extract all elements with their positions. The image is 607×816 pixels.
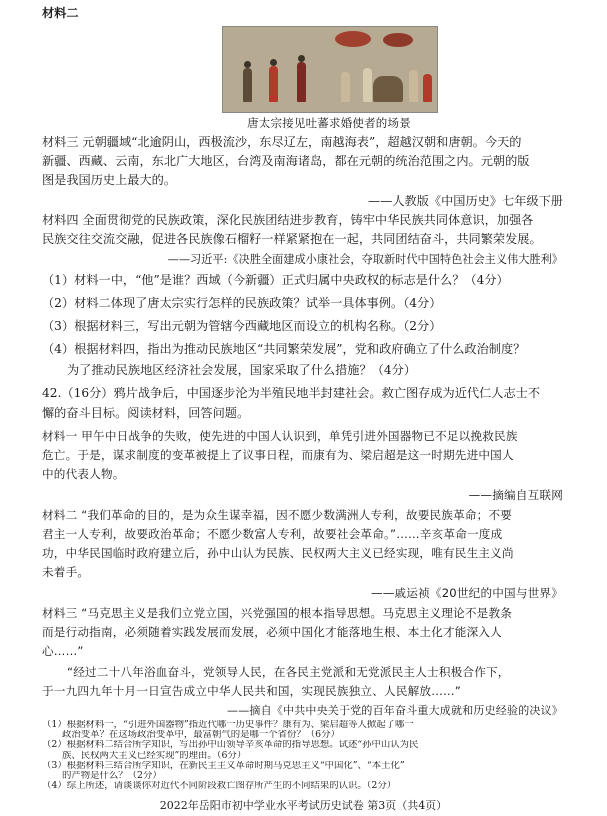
q42-m2-line: 材料二 “我们革命的目的，是为众生谋幸福，因不愿少数满洲人专利，故要民族革命；不要 — [42, 508, 513, 522]
q41-question: （4）根据材料四，指出为推动民族地区“共同繁荣发展”，党和政府确立了什么政治制度？ — [42, 342, 526, 356]
q42-question: 的产物是什么？（2分） — [62, 771, 162, 781]
painting-figure — [363, 68, 372, 102]
painting-canopy — [335, 31, 371, 47]
m4-line: 民族交往交流交融，促进各民族像石榴籽一样紧紧抱在一起，共同团结奋斗，共同繁荣发展。 — [42, 232, 542, 246]
painting-caption: 唐太宗接见吐蕃求婚使者的场景 — [247, 116, 411, 130]
painting-figure-head — [244, 61, 251, 68]
q42-question: 政治变革？在这场政治变革中，最富朝气的是哪一个省份？（6分） — [62, 730, 340, 741]
q42-question: （3）根据材料三结合所学知识，在新民主主义革命时期马克思主义“中国化”、“本土化” — [42, 760, 405, 771]
q42-m2-source: ——戚运祯《20世纪的中国与世界》 — [370, 586, 563, 600]
painting-figure — [297, 62, 306, 102]
m3-line: 新疆、西藏、云南，东北广大地区，台湾及南海诸岛，都在元朝的统治范围之内。元朝的版 — [42, 154, 530, 168]
q42-m2-line: 功，中华民国临时政府建立后，孙中山认为民族、民权两大主义已经实现，唯有民生主义尚 — [42, 546, 514, 560]
q42-m3-source: ——摘自《中共中央关于党的百年奋斗重大成就和历史经验的决议》 — [227, 704, 563, 717]
q41-question: （3）根据材料三，写出元朝为管辖今西藏地区而设立的机构名称。（2分） — [42, 319, 442, 333]
painting-figure-head — [298, 55, 305, 62]
painting-figure-head — [270, 59, 277, 66]
historical-painting — [222, 26, 438, 113]
painting-figure — [409, 70, 418, 102]
q42-intro: 42.（16分）鸦片战争后，中国逐步沦为半殖民地半封建社会。救亡图存成为近代仁人志士不 — [42, 386, 541, 400]
q42-m1-source: ——摘编自互联网 — [468, 488, 563, 502]
painting-figure — [243, 68, 252, 102]
q42-m3-line: 材料三 “马克思主义是我们立党立国，兴党强国的根本指导思想。马克思主义理论不是教条 — [42, 606, 513, 620]
material2-heading: 材料二 — [42, 6, 79, 20]
painting-emperor — [373, 76, 403, 102]
m3-source: ——人教版《中国历史》七年级下册 — [368, 194, 563, 208]
m3-line: 图是我国历史上最大的。 — [42, 173, 177, 187]
m3-line: 材料三 元朝疆域“北逾阴山，西极流沙，东尽辽左，南越海表”，超越汉朝和唐朝。今天的 — [42, 135, 522, 149]
m4-line: 材料四 全面贯彻党的民族政策，深化民族团结进步教育，铸牢中华民族共同体意识，加强各 — [42, 213, 534, 227]
q42-m3-line: 于一九四九年十月一日宣告成立中华人民共和国，实现民族独立、人民解放……” — [42, 684, 461, 698]
q42-question: （4）综上所述，请谈谈你对近代不同阶段救亡图存所产生的不同结果的认识。（2分） — [42, 781, 397, 792]
q42-m3-line: 心……” — [42, 644, 84, 658]
painting-figure — [341, 72, 350, 102]
q42-m3-line: 而是行动指南，必须随着实践发展而发展，必须中国化才能落地生根、本土化才能深入人 — [42, 625, 502, 639]
m4-source: ——习近平:《决胜全面建成小康社会，夺取新时代中国特色社会主义伟大胜利》 — [167, 253, 563, 266]
painting-canopy — [383, 33, 413, 47]
q41-question: （2）材料二体现了唐太宗实行怎样的民族政策？试举一具体事例。（4分） — [42, 296, 442, 310]
q42-m2-line: 未着手。 — [42, 565, 90, 579]
q42-m1-line: 危亡。于是，谋求制度的变革被提上了议事日程，而康有为、梁启超是这一时期先进中国人 — [42, 448, 514, 462]
q42-question: 族、民权两大主义已经实现”的理由。（6分） — [62, 750, 247, 761]
q42-m2-line: 君主一人专利，故要政治革命；不愿少数富人专利，故要社会革命。”……辛亥革命一度成 — [42, 527, 503, 541]
footer-band — [0, 793, 607, 816]
q42-m3-line: “经过二十八年浴血奋斗，党领导人民，在各民主党派和无党派民主人士积极合作下， — [67, 665, 510, 679]
q42-question: （2）根据材料二结合所学知识，写出孙中山领导辛亥革命的指导思想。试述“孙中山认为民 — [42, 740, 419, 751]
painting-figure — [423, 74, 432, 102]
q42-m1-line: 材料一 甲午中日战争的失败，使先进的中国人认识到，单凭引进外国器物已不足以挽救民族 — [42, 429, 518, 443]
q42-question: （1）根据材料一，“引进外国器物”指近代哪一历史事件？康有为、梁启超等人掀起了哪一 — [42, 720, 414, 730]
page-footer: 2022年岳阳市初中学业水平考试历史试卷 第3页（共4页） — [159, 799, 448, 812]
painting-figure — [269, 66, 278, 102]
q42-m1-line: 中的代表人物。 — [42, 467, 125, 481]
q41-question: 为了推动民族地区经济社会发展，国家采取了什么措施？（4分） — [67, 363, 417, 377]
q42-intro: 懈的奋斗目标。阅读材料，回答问题。 — [42, 406, 250, 420]
q41-question: （1）材料一中，“他”是谁？西域（今新疆）正式归属中央政权的标志是什么？（4分） — [42, 273, 509, 287]
